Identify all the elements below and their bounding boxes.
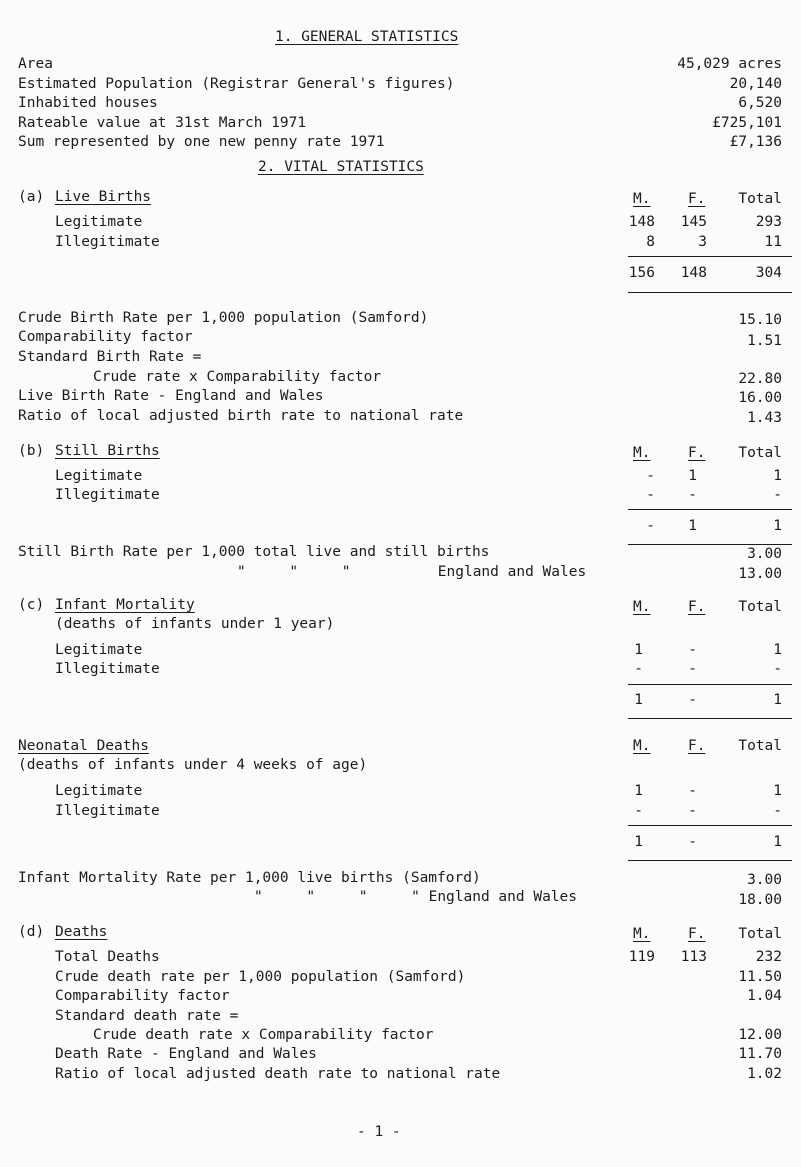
column-header-f: F. [688,926,706,942]
rate-label: Standard Birth Rate = [18,349,202,365]
infant-mortality-subtitle: (deaths of infants under 1 year) [55,616,335,632]
column-header-m: M. [633,738,651,754]
column-header-m: M. [633,599,651,615]
column-header-f: F. [688,599,706,615]
table-row-label: Illegitimate [55,803,160,819]
table-row-label: Legitimate [55,468,143,484]
general-row-label: Rateable value at 31st March 1971 [18,115,307,131]
table-row-label: Legitimate [55,214,143,230]
infant-mortality-title: Infant Mortality [55,597,195,613]
column-header-f: F. [688,738,706,754]
column-header-m: M. [633,445,651,461]
subtotal-rule [628,509,792,510]
rate-label: Ratio of local adjusted death rate to national rate [55,1066,501,1082]
general-row-label: Sum represented by one new penny rate 1971 [18,134,385,150]
rate-label: " " " England and Wales [237,564,587,580]
column-header-m: M. [633,191,651,207]
vital-statistics-heading: 2. VITAL STATISTICS [258,159,424,175]
deaths-title: Deaths [55,924,108,940]
still-births-title: Still Births [55,443,160,459]
total-rule [628,860,792,861]
general-row-label: Inhabited houses [18,95,158,111]
document-page: 1. GENERAL STATISTICS Area 45,029 acres Estimated Population (Registrar General's figures) 20,140 Inhabited houses 6,520 Rateable value at 31st March 1971 £725,101 Sum represented by one new penny rate 1971 £7,136 2. VITAL STATISTICS (a) Live Births M. F. Total Legitimate 148 145 293 Illegitimate 8 3 11 156 148 304 Crude Birth Rate per 1,000 population (Samford) 15.10 Comparability factor 1.51 Standard Birth Rate = Crude rate x Comparability factor 22.80 Live Birth Rate - England and Wales 16.00 Ratio of local adjusted birth rate to national rate 1.43 (b) Still Births M. F. Total Legitimate - 1 1 Illegitimate - - - - 1 1 Still Birth Rate per 1,000 total live and still births 3.00 " " " England and Wales 13.00 (c) Infant Mortality M. F. Total (deaths of infants under 1 year) Legitimate 1 - 1 Illegitimate - - - 1 - 1 Neonatal Deaths M. F. Total (deaths of infants under 4 weeks of age) Legitimate 1 - 1 Illegitimate - - - 1 - 1 Infant Mortality Rate per 1,000 live births (Samford) 3.00 " " " " England and Wales 18.00 (d) Deaths M. F. Total Total Deaths 119 113 232 Crude death rate per 1,000 population (Samford) 11.50 Comparability factor 1.04 Standard death rate = Crude death rate x Comparability factor 12.00 Death Rate - England and Wales 11.70 Ratio of local adjusted death rate to national rate 1.02 - 1 - [0,0,801,1167]
section-marker: (c) [18,597,45,613]
rate-label: Crude Birth Rate per 1,000 population (Samford) [18,310,429,326]
neonatal-deaths-subtitle: (deaths of infants under 4 weeks of age) [18,757,368,773]
total-rule [628,544,792,545]
rate-label: Death Rate - England and Wales [55,1046,317,1062]
general-row-label: Area [18,56,53,72]
neonatal-deaths-title: Neonatal Deaths [18,738,149,754]
table-row-label: Illegitimate [55,487,160,503]
general-statistics-heading: 1. GENERAL STATISTICS [275,29,459,45]
table-row-label: Total Deaths [55,949,160,965]
rate-label: Ratio of local adjusted birth rate to national rate [18,408,464,424]
rate-label: Crude rate x Comparability factor [93,369,382,385]
section-marker: (a) [18,189,45,205]
rate-label: " " " " England and Wales [254,889,578,905]
column-header-f: F. [688,445,706,461]
total-rule [628,718,792,719]
rate-label: Still Birth Rate per 1,000 total live and still births [18,544,490,560]
total-rule [628,292,792,293]
table-row-label: Legitimate [55,783,143,799]
column-header-m: M. [633,926,651,942]
table-row-label: Illegitimate [55,234,160,250]
live-births-title: Live Births [55,189,152,205]
rate-label: Infant Mortality Rate per 1,000 live births (Samford) [18,870,481,886]
rate-label: Comparability factor [18,329,193,345]
rate-label: Standard death rate = [55,1008,239,1024]
table-row-label: Legitimate [55,642,143,658]
rate-label: Crude death rate x Comparability factor [93,1027,434,1043]
section-marker: (d) [18,924,45,940]
subtotal-rule [628,256,792,257]
subtotal-rule [628,825,792,826]
section-marker: (b) [18,443,45,459]
rate-label: Crude death rate per 1,000 population (Samford) [55,969,466,985]
table-row-label: Illegitimate [55,661,160,677]
general-row-label: Estimated Population (Registrar General's figures) [18,76,455,92]
rate-label: Live Birth Rate - England and Wales [18,388,324,404]
rate-label: Comparability factor [55,988,230,1004]
column-header-f: F. [688,191,706,207]
subtotal-rule [628,684,792,685]
page-number: - 1 - [357,1124,401,1140]
